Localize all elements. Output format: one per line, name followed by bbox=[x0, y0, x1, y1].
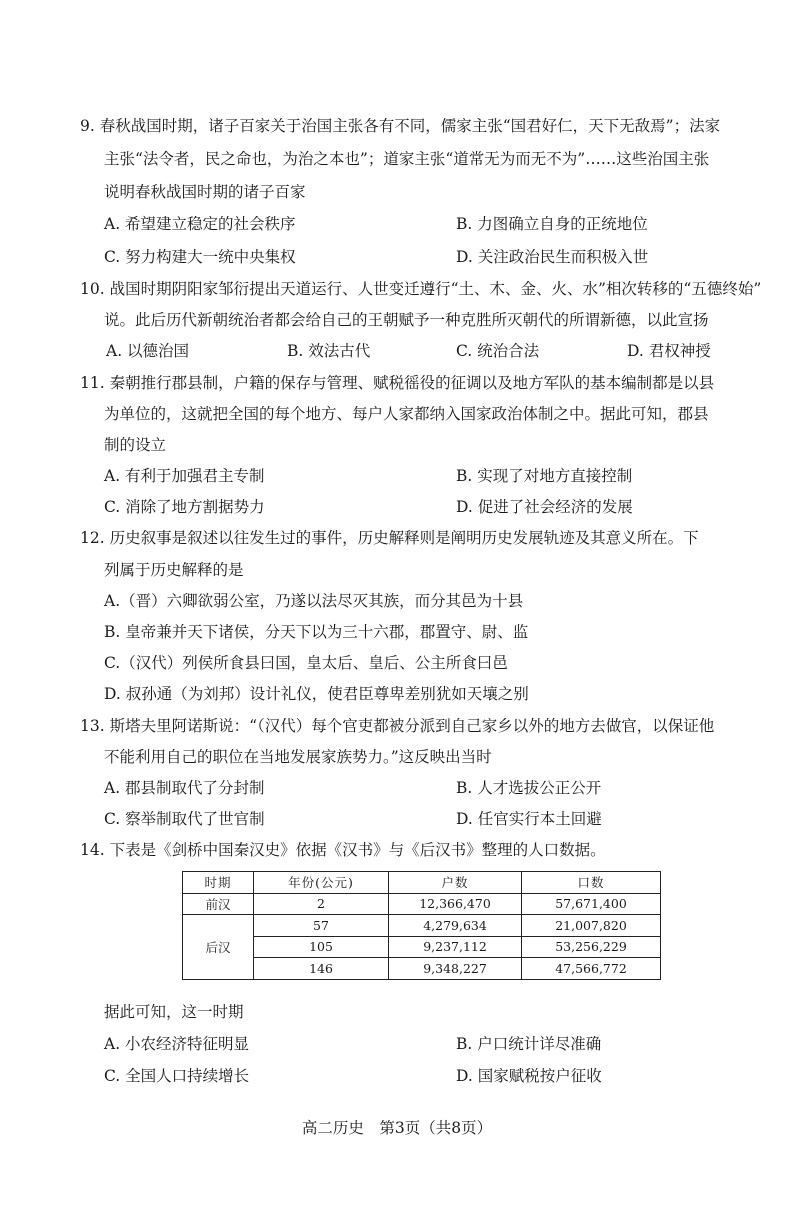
q9-option-c: C. 努力构建大一统中央集权 bbox=[104, 248, 296, 266]
cell-year: 57 bbox=[254, 915, 389, 937]
cell-households: 9,348,227 bbox=[389, 958, 522, 980]
q11-line-1: 11. 秦朝推行郡县制，户籍的保存与管理、赋税徭役的征调以及地方军队的基本编制都是以县 bbox=[80, 374, 715, 392]
cell-households: 9,237,112 bbox=[389, 936, 522, 958]
q11-line-2: 为单位的，这就把全国的每个地方、每户人家都纳入国家政治体制之中。据此可知，郡县 bbox=[104, 405, 709, 423]
table-row bbox=[183, 893, 661, 915]
col-header-period: 时期 bbox=[183, 872, 254, 894]
q13-option-a: A. 郡县制取代了分封制 bbox=[104, 779, 265, 797]
q13-line-1: 13. 斯塔夫里阿诺斯说：“（汉代）每个官吏都被分派到自己家乡以外的地方去做官，以保证他 bbox=[80, 717, 715, 735]
cell-households: 4,279,634 bbox=[389, 915, 522, 937]
table-row bbox=[183, 958, 661, 980]
q9-option-d: D. 关注政治民生而积极入世 bbox=[456, 248, 649, 266]
cell-population: 53,256,229 bbox=[522, 936, 661, 958]
col-header-households: 户数 bbox=[389, 872, 522, 894]
q14-option-a: A. 小农经济特征明显 bbox=[104, 1035, 250, 1053]
q9-option-a: A. 希望建立稳定的社会秩序 bbox=[104, 215, 296, 233]
q11-line-3: 制的设立 bbox=[104, 436, 167, 454]
q12-line-2: 列属于历史解释的是 bbox=[104, 561, 244, 579]
q11-option-d: D. 促进了社会经济的发展 bbox=[456, 498, 633, 516]
q13-option-b: B. 人才选拔公正公开 bbox=[456, 779, 602, 797]
population-table-wrap bbox=[182, 871, 661, 980]
q11-option-a: A. 有利于加强君主专制 bbox=[104, 467, 265, 485]
q12-option-d: D. 叔孙通（为刘邦）设计礼仪，使君臣尊卑差别犹如天壤之别 bbox=[104, 685, 529, 703]
cell-population: 21,007,820 bbox=[522, 915, 661, 937]
cell-population: 57,671,400 bbox=[522, 893, 661, 915]
q13-option-d: D. 任官实行本土回避 bbox=[456, 810, 602, 828]
q12-option-c: C.（汉代）列侯所食县曰国，皇太后、皇后、公主所食曰邑 bbox=[104, 654, 508, 672]
q10-line-2: 说。此后历代新朝统治者都会给自己的王朝赋予一种克胜所灭朝代的所谓新德，以此宣扬 bbox=[104, 311, 709, 329]
table-header-row bbox=[183, 872, 661, 894]
q11-option-c: C. 消除了地方割据势力 bbox=[104, 498, 265, 516]
q9-line-2: 主张“法令者，民之命也，为治之本也”；道家主张“道常无为而无不为”……这些治国主张 bbox=[104, 150, 710, 168]
cell-households: 12,366,470 bbox=[389, 893, 522, 915]
q9-line-1: 9. 春秋战国时期，诸子百家关于治国主张各有不同，儒家主张“国君好仁，天下无敌焉”；法家 bbox=[80, 117, 721, 135]
table-row bbox=[183, 936, 661, 958]
period-houhan: 后汉 bbox=[183, 915, 254, 980]
q10-option-b: B. 效法古代 bbox=[287, 342, 371, 360]
q12-line-1: 12. 历史叙事是叙述以往发生过的事件，历史解释则是阐明历史发展轨迹及其意义所在。下 bbox=[80, 529, 699, 547]
q14-line-1: 14. 下表是《剑桥中国秦汉史》依据《汉书》与《后汉书》整理的人口数据。 bbox=[80, 841, 606, 859]
q10-option-a: A. 以德治国 bbox=[106, 342, 190, 360]
q14-after-table: 据此可知，这一时期 bbox=[104, 1003, 244, 1021]
population-table bbox=[182, 871, 661, 980]
cell-year: 2 bbox=[254, 893, 389, 915]
q11-option-b: B. 实现了对地方直接控制 bbox=[456, 467, 633, 485]
table-row bbox=[183, 915, 661, 937]
cell-year: 146 bbox=[254, 958, 389, 980]
page-footer: 高二历史 第3页（共8页） bbox=[301, 1119, 493, 1137]
q10-option-d: D. 君权神授 bbox=[627, 342, 711, 360]
col-header-year: 年份(公元) bbox=[254, 872, 389, 894]
q9-option-b: B. 力图确立自身的正统地位 bbox=[456, 215, 648, 233]
q14-option-d: D. 国家赋税按户征收 bbox=[456, 1067, 602, 1085]
q13-option-c: C. 察举制取代了世官制 bbox=[104, 810, 265, 828]
q13-line-2: 不能利用自己的职位在当地发展家族势力。”这反映出当时 bbox=[104, 748, 492, 766]
q10-line-1: 10. 战国时期阴阳家邹衍提出天道运行、人世变迁遵行“土、木、金、火、水”相次转移的“五德终始” bbox=[80, 280, 762, 298]
cell-population: 47,566,772 bbox=[522, 958, 661, 980]
col-header-population: 口数 bbox=[522, 872, 661, 894]
q14-option-c: C. 全国人口持续增长 bbox=[104, 1067, 250, 1085]
q12-option-a: A.（晋）六卿欲弱公室，乃遂以法尽灭其族，而分其邑为十县 bbox=[104, 592, 524, 610]
q12-option-b: B. 皇帝兼并天下诸侯，分天下以为三十六郡，郡置守、尉、监 bbox=[104, 623, 529, 641]
q10-option-c: C. 统治合法 bbox=[456, 342, 540, 360]
q9-line-3: 说明春秋战国时期的诸子百家 bbox=[104, 183, 306, 201]
period-qianhan: 前汉 bbox=[183, 893, 254, 915]
q14-option-b: B. 户口统计详尽准确 bbox=[456, 1035, 602, 1053]
cell-year: 105 bbox=[254, 936, 389, 958]
